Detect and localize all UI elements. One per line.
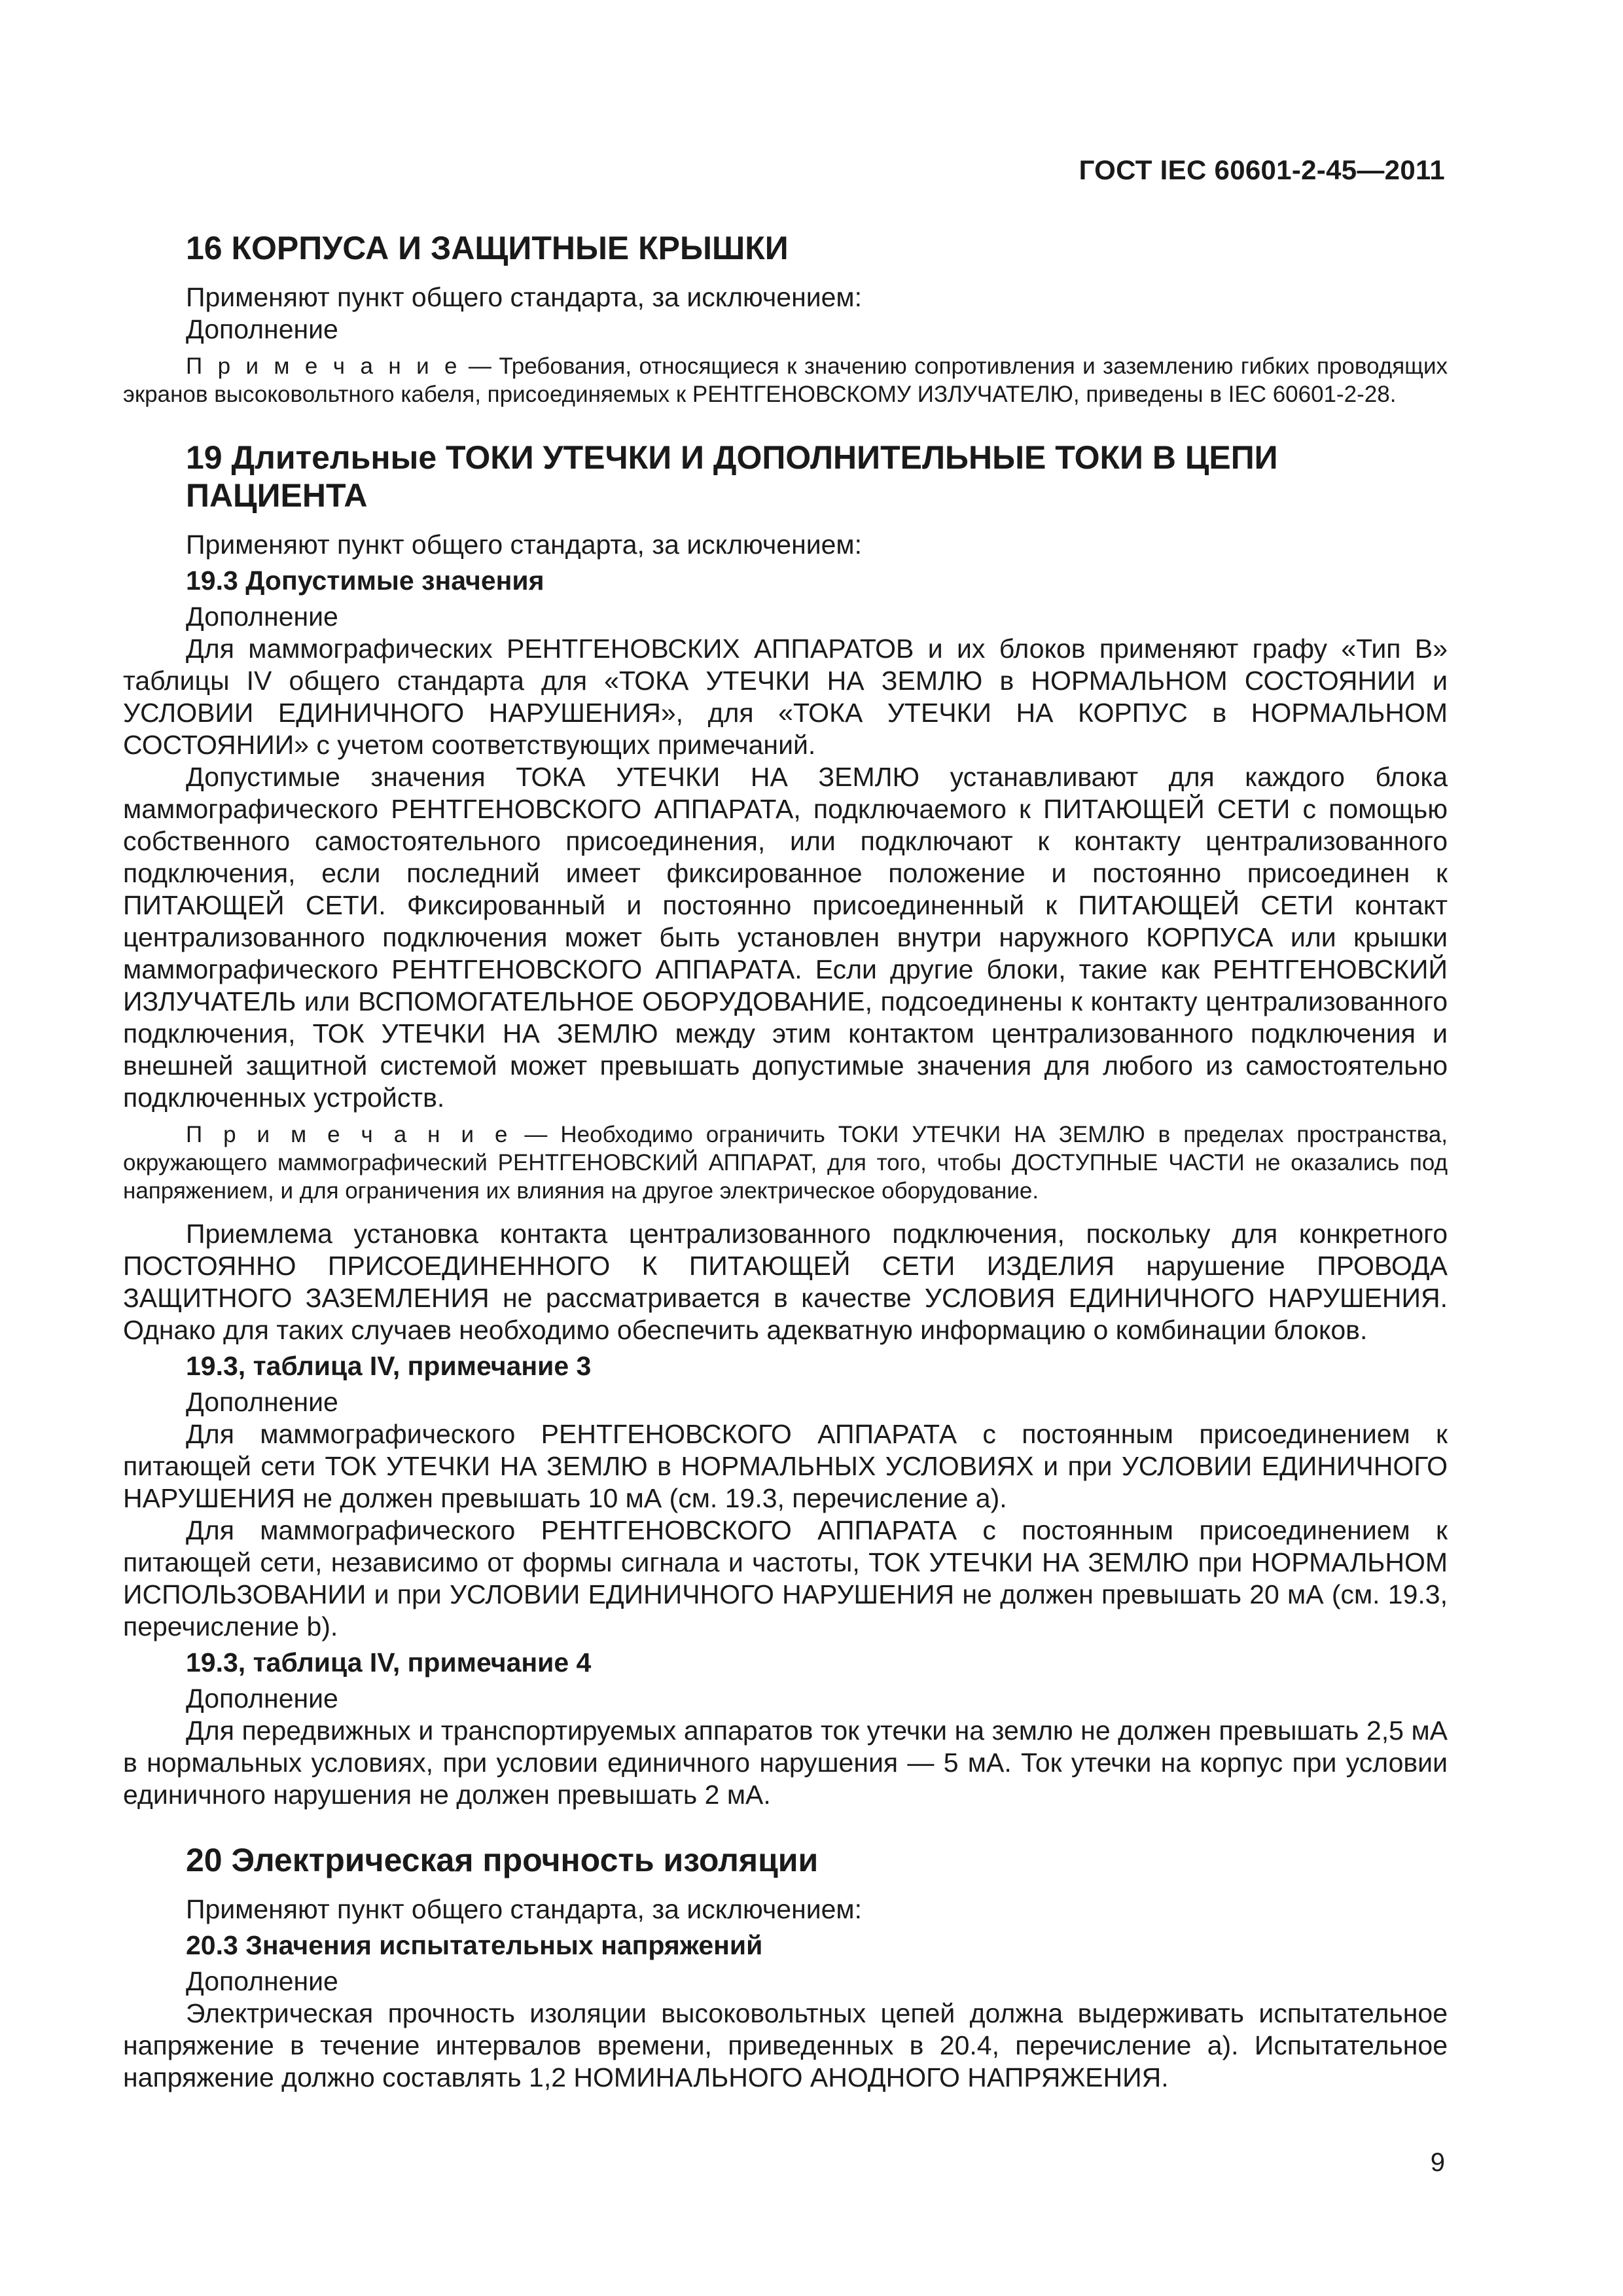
subsection-20-3-addition-label: Дополнение [186, 1966, 338, 1996]
section-19-applicability: Применяют пункт общего стандарта, за исключением: [186, 529, 862, 560]
section-20-applicability: Применяют пункт общего стандарта, за исключением: [186, 1894, 862, 1924]
subsection-19-3-note4-addition-label: Дополнение [186, 1683, 338, 1713]
section-19-title-line2: ПАЦИЕНТА [186, 477, 368, 514]
subsection-19-3-note3-title: 19.3, таблица IV, примечание 3 [186, 1351, 592, 1381]
subsection-19-3-title: 19.3 Допустимые значения [186, 565, 544, 596]
subsection-19-3-note4-paragraph-1: Для передвижных и транспортируемых аппаратов ток утечки на землю не должен превышать 2,5 мА в нормальных условиях, при условии единичного нарушения — 5 мА. Ток утечки на корпус при условии единичного нарушения не должен превышать 2 мА. [123, 1715, 1448, 1810]
note-text: — Необходимо ограничить ТОКИ УТЕЧКИ НА ЗЕМЛЮ в пределах пространства, окружающего маммографический РЕНТГЕНОВСКИЙ АППАРАТ, для того, чтобы ДОСТУПНЫЕ ЧАСТИ не оказались под напряжением, и для ограничения их влияния на другое электрическое оборудование. [123, 1122, 1448, 1204]
subsection-20-3-paragraph-1: Электрическая прочность изоляции высоковольтных цепей должна выдерживать испытательное напряжение в течение интервалов времени, приведенных в 20.4, перечисление а). Испытательное напряжение должно составлять 1,2 НОМИНАЛЬНОГО АНОДНОГО НАПРЯЖЕНИЯ. [123, 1998, 1448, 2092]
page-number: 9 [1430, 2148, 1445, 2177]
section-20-title: 20 Электрическая прочность изоляции [186, 1842, 819, 1878]
section-16-title: 16 КОРПУСА И ЗАЩИТНЫЕ КРЫШКИ [186, 230, 789, 266]
note-label: П р и м е ч а н и е [186, 353, 461, 379]
section-19-title-line1: 19 Длительные ТОКИ УТЕЧКИ И ДОПОЛНИТЕЛЬНЫЕ ТОКИ В ЦЕПИ [186, 439, 1278, 476]
subsection-20-3-title: 20.3 Значения испытательных напряжений [186, 1930, 763, 1960]
subsection-19-3-note [123, 1121, 1448, 1205]
note-text: — Требования, относящиеся к значению сопротивления и заземлению гибких проводящих экранов высоковольтного кабеля, присоединяемых к РЕНТГЕНОВСКОМУ ИЗЛУЧАТЕЛЮ, приведены в IEC 60601-2-28. [123, 353, 1448, 407]
section-16-note [123, 352, 1448, 408]
subsection-19-3-paragraph-1: Для маммографических РЕНТГЕНОВСКИХ АППАРАТОВ и их блоков применяют графу «Тип В» таблицы IV общего стандарта для «ТОКА УТЕЧКИ НА ЗЕМЛЮ в НОРМАЛЬНОМ СОСТОЯНИИ и УСЛОВИИ ЕДИНИЧНОГО НАРУШЕНИЯ», для «ТОКА УТЕЧКИ НА КОРПУС в НОРМАЛЬНОМ СОСТОЯНИИ» с учетом соответствующих примечаний. [123, 634, 1448, 760]
section-19-title [123, 439, 1448, 514]
subsection-19-3-paragraph-2: Допустимые значения ТОКА УТЕЧКИ НА ЗЕМЛЮ устанавливают для каждого блока маммографического РЕНТГЕНОВСКОГО АППАРАТА, подключаемого к ПИТАЮЩЕЙ СЕТИ с помощью собственного самостоятельного присоединения, или подключают к контакту централизованного подключения, если последний имеет фиксированное положение и постоянно присоединен к ПИТАЮЩЕЙ СЕТИ. Фиксированный и постоянно присоединенный к ПИТАЮЩЕЙ СЕТИ контакт централизованного подключения может быть установлен внутри наружного КОРПУСА или крышки маммографического РЕНТГЕНОВСКОГО АППАРАТА. Если другие блоки, такие как РЕНТГЕНОВСКИЙ ИЗЛУЧАТЕЛЬ или ВСПОМОГАТЕЛЬНОЕ ОБОРУДОВАНИЕ, подсоединены к контакту централизованного подключения, ТОК УТЕЧКИ НА ЗЕМЛЮ между этим контактом централизованного подключения и внешней защитной системой может превышать допустимые значения для любого из самостоятельно подключенных устройств. [123, 762, 1448, 1113]
section-16-applicability: Применяют пункт общего стандарта, за исключением: [186, 282, 862, 312]
document-id-header: ГОСТ IEC 60601-2-45—2011 [1079, 154, 1445, 185]
subsection-19-3-note3-paragraph-2: Для маммографического РЕНТГЕНОВСКОГО АППАРАТА с постоянным присоединением к питающей сети, независимо от формы сигнала и частоты, ТОК УТЕЧКИ НА ЗЕМЛЮ при НОРМАЛЬНОМ ИСПОЛЬЗОВАНИИ и при УСЛОВИИ ЕДИНИЧНОГО НАРУШЕНИЯ не должен превышать 20 мА (см. 19.3, перечисление b). [123, 1515, 1448, 1641]
subsection-19-3-note3-paragraph-1: Для маммографического РЕНТГЕНОВСКОГО АППАРАТА с постоянным присоединением к питающей сети ТОК УТЕЧКИ НА ЗЕМЛЮ в НОРМАЛЬНЫХ УСЛОВИЯХ и при УСЛОВИИ ЕДИНИЧНОГО НАРУШЕНИЯ не должен превышать 10 мА (см. 19.3, перечисление а). [123, 1419, 1448, 1513]
subsection-19-3-paragraph-3: Приемлема установка контакта централизованного подключения, поскольку для конкретного ПОСТОЯННО ПРИСОЕДИНЕННОГО К ПИТАЮЩЕЙ СЕТИ ИЗДЕЛИЯ нарушение ПРОВОДА ЗАЩИТНОГО ЗАЗЕМЛЕНИЯ не рассматривается в качестве УСЛОВИЯ ЕДИНИЧНОГО НАРУШЕНИЯ. Однако для таких случаев необходимо обеспечить адекватную информацию о комбинации блоков. [123, 1219, 1448, 1345]
page-content [123, 229, 1448, 2094]
subsection-19-3-note4-title: 19.3, таблица IV, примечание 4 [186, 1647, 592, 1677]
subsection-19-3-note3-addition-label: Дополнение [186, 1387, 338, 1417]
note-label: П р и м е ч а н и е [186, 1122, 512, 1147]
section-16-addition-label: Дополнение [186, 314, 338, 344]
subsection-19-3-addition-label: Дополнение [186, 601, 338, 632]
